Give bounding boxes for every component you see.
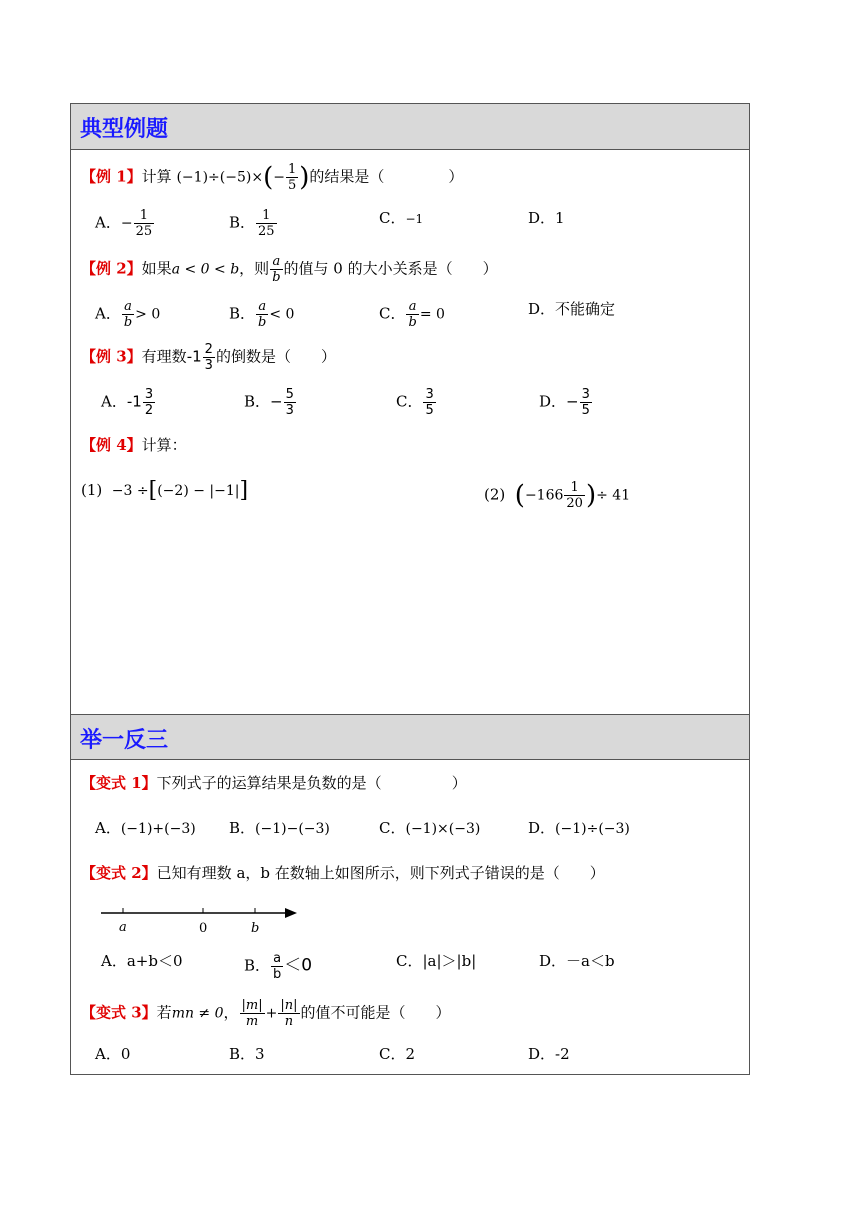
example-2-option-c: C． $\frac{a}{b}$ = 0 [379,299,445,330]
practice-title: 举一反三 [80,728,169,753]
axis-label-a: a [119,920,127,935]
example-2-option-a: A． $\frac{a}{b}$ > 0 [95,299,161,330]
worksheet-table [70,103,750,1075]
variant-3-option-d: D．-2 [528,1045,570,1063]
example-3-question: 【例 3】有理数-1 $\frac{2}{3}$ 的倒数是（ ） [81,342,336,373]
example-1-option-b: B． $\frac{1}{25}$ [229,208,275,239]
example-2-tag: 【例 2】 [81,259,142,278]
variant-2-tag: 【变式 2】 [81,864,157,882]
example-2-option-d: D．不能确定 [528,300,616,318]
example-4-tag: 【例 4】 [81,436,142,454]
examples-title: 典型例题 [80,117,169,142]
axis-label-b: b [251,921,260,936]
example-3-option-d: D．− $\frac{3}{5}$ [539,387,590,418]
variant-3-question: 【变式 3】若mn ≠ 0， $\frac{|m|}{m}$ + $\frac{|n|}{n}$ 的值不可能是（ ） [81,998,451,1029]
example-1-option-c: C．−1 [379,209,424,227]
examples-header [71,104,749,150]
variant-3-option-a: A．0 [95,1045,131,1063]
example-3-tag: 【例 3】 [81,347,142,366]
variant-2-option-d: D．－a＜b [539,952,615,970]
variant-1-tag: 【变式 1】 [81,774,157,792]
variant-2-option-b: B． $\frac{a}{b}$ ＜0 [244,951,313,982]
variant-3-option-b: B．3 [229,1045,265,1063]
variant-1-option-a: A．(−1)+(−3) [95,819,196,837]
example-1-option-d: D．1 [528,209,565,227]
variant-1-option-d: D．(−1)÷(−3) [528,819,630,837]
example-4-part-2: (2) (−166 $\frac{1}{20}$ )÷ 41 [484,480,631,511]
example-1-tag: 【例 1】 [81,167,142,186]
fraction: $\frac{1}{5}$ [287,162,297,193]
example-3-option-b: B．− $\frac{5}{3}$ [244,387,294,418]
variant-2-option-a: A．a+b＜0 [101,952,183,970]
variant-2-option-c: C．|a|＞|b| [396,952,477,970]
number-line-figure [97,901,307,937]
variant-3-option-c: C．2 [379,1045,416,1063]
variant-2-question: 【变式 2】已知有理数 a，b 在数轴上如图所示，则下列式子错误的是（ ） [81,864,605,882]
practice-header [71,714,749,760]
example-2-option-b: B． $\frac{a}{b}$ < 0 [229,299,295,330]
example-2-question: 【例 2】如果a < 0 < b，则 $\frac{a}{b}$ 的值与 0 的大小关系是（ ） [81,254,498,285]
example-4-question: 【例 4】计算： [81,436,187,454]
number-line-arrow [285,908,297,918]
variant-3-tag: 【变式 3】 [81,1003,157,1022]
example-1-option-a: A．− $\frac{1}{25}$ [95,208,153,239]
variant-1-option-c: C．(−1)×(−3) [379,819,481,837]
axis-label-zero: 0 [199,921,208,936]
example-3-option-a: A．-1 $\frac{3}{2}$ [101,387,154,418]
variant-1-option-b: B．(−1)−(−3) [229,819,330,837]
example-4-part-1: (1) −3 ÷[(−2) − |−1|] [81,478,249,503]
variant-1-question: 【变式 1】下列式子的运算结果是负数的是（ ） [81,774,467,792]
example-1-question: 【例 1】计算 (−1)÷(−5)×(− $\frac{1}{5}$ )的结果是（ ） [81,162,464,193]
example-3-option-c: C． $\frac{3}{5}$ [396,387,434,418]
